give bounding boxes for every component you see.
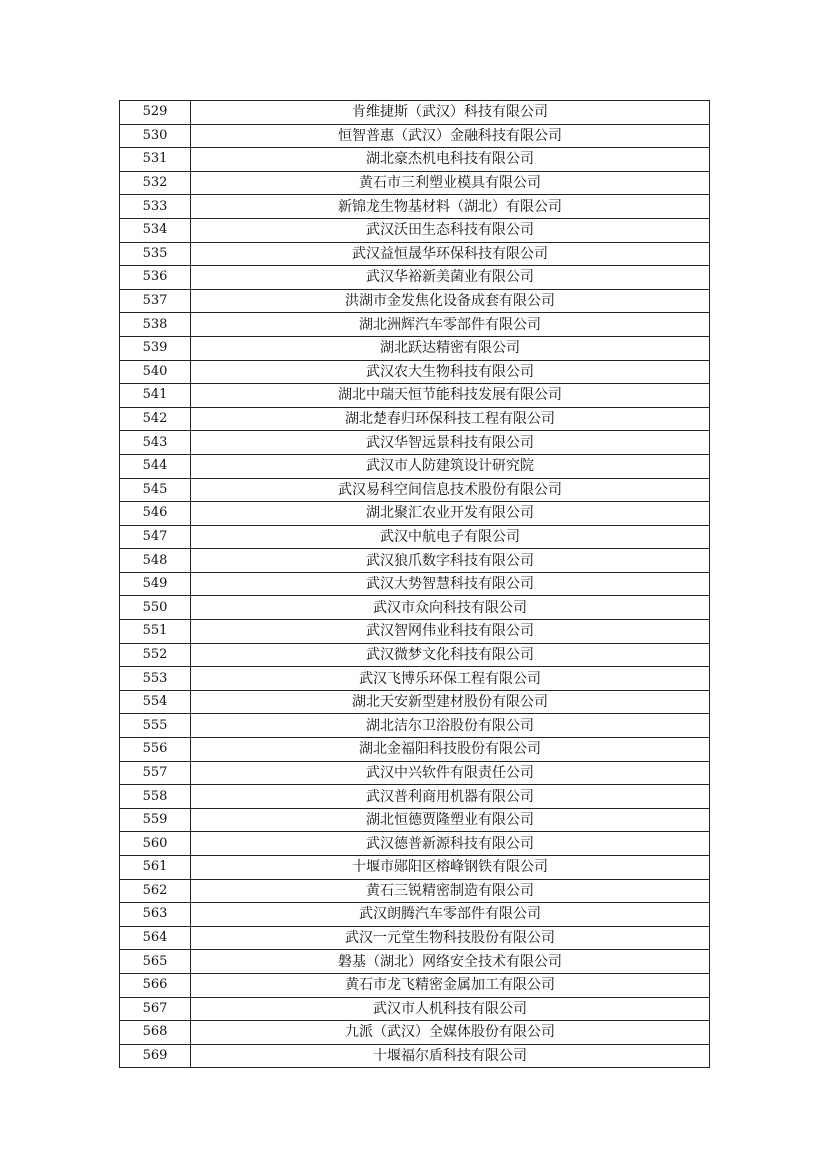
row-number: 536 [120,266,191,290]
row-number: 563 [120,903,191,927]
row-number: 534 [120,218,191,242]
row-number: 556 [120,738,191,762]
company-name: 武汉华裕新美菌业有限公司 [191,266,710,290]
row-number: 530 [120,124,191,148]
company-list-table [119,100,710,1068]
company-name: 武汉飞博乐环保工程有限公司 [191,667,710,691]
table-row [120,549,710,573]
table-row [120,360,710,384]
row-number: 535 [120,242,191,266]
row-number: 540 [120,360,191,384]
company-name: 武汉微梦文化科技有限公司 [191,643,710,667]
table-row [120,478,710,502]
row-number: 546 [120,502,191,526]
table-row [120,1021,710,1045]
row-number: 558 [120,785,191,809]
company-name: 黄石市三利塑业模具有限公司 [191,171,710,195]
table-row [120,289,710,313]
table-row [120,101,710,125]
table-row [120,572,710,596]
company-name: 湖北中瑞天恒节能科技发展有限公司 [191,384,710,408]
company-name: 洪湖市金发焦化设备成套有限公司 [191,289,710,313]
company-name: 武汉智网伟业科技有限公司 [191,620,710,644]
row-number: 551 [120,620,191,644]
company-name: 十堰福尔盾科技有限公司 [191,1044,710,1068]
row-number: 555 [120,714,191,738]
table-row [120,620,710,644]
company-name: 黄石三锐精密制造有限公司 [191,879,710,903]
table-row [120,431,710,455]
company-name: 九派（武汉）全媒体股份有限公司 [191,1021,710,1045]
table-row [120,124,710,148]
company-name: 武汉大势智慧科技有限公司 [191,572,710,596]
row-number: 542 [120,407,191,431]
company-name: 武汉市人防建筑设计研究院 [191,454,710,478]
table-row [120,761,710,785]
table-row [120,950,710,974]
company-name: 武汉沃田生态科技有限公司 [191,218,710,242]
company-name: 湖北跃达精密有限公司 [191,336,710,360]
company-name: 武汉朗腾汽车零部件有限公司 [191,903,710,927]
company-name: 武汉一元堂生物科技股份有限公司 [191,926,710,950]
table-row [120,454,710,478]
table-row [120,667,710,691]
company-name: 武汉农大生物科技有限公司 [191,360,710,384]
table-row [120,596,710,620]
table-body [120,101,710,1068]
row-number: 537 [120,289,191,313]
row-number: 547 [120,525,191,549]
company-name: 武汉中兴软件有限责任公司 [191,761,710,785]
row-number: 552 [120,643,191,667]
company-name: 武汉益恒晟华环保科技有限公司 [191,242,710,266]
company-name: 肯维捷斯（武汉）科技有限公司 [191,101,710,125]
row-number: 550 [120,596,191,620]
table-row [120,218,710,242]
row-number: 545 [120,478,191,502]
row-number: 532 [120,171,191,195]
table-row [120,313,710,337]
company-name: 武汉市众向科技有限公司 [191,596,710,620]
row-number: 557 [120,761,191,785]
table-row [120,690,710,714]
table-row [120,832,710,856]
row-number: 531 [120,148,191,172]
company-name: 武汉中航电子有限公司 [191,525,710,549]
table-row [120,148,710,172]
table-row [120,785,710,809]
company-name: 十堰市郧阳区榕峰钢铁有限公司 [191,856,710,880]
company-name: 武汉市人机科技有限公司 [191,997,710,1021]
table-row [120,171,710,195]
row-number: 560 [120,832,191,856]
company-name: 湖北洁尔卫浴股份有限公司 [191,714,710,738]
company-name: 武汉狼爪数字科技有限公司 [191,549,710,573]
table-row [120,242,710,266]
row-number: 565 [120,950,191,974]
table-row [120,856,710,880]
row-number: 549 [120,572,191,596]
row-number: 569 [120,1044,191,1068]
table-row [120,266,710,290]
table-row [120,384,710,408]
company-name: 恒智普惠（武汉）金融科技有限公司 [191,124,710,148]
table-row [120,808,710,832]
table-row [120,643,710,667]
table-row [120,714,710,738]
row-number: 566 [120,973,191,997]
table-row [120,738,710,762]
company-name: 湖北恒德贾隆塑业有限公司 [191,808,710,832]
company-name: 新锦龙生物基材料（湖北）有限公司 [191,195,710,219]
company-name: 武汉德普新源科技有限公司 [191,832,710,856]
table-row [120,903,710,927]
company-name: 武汉易科空间信息技术股份有限公司 [191,478,710,502]
row-number: 553 [120,667,191,691]
row-number: 559 [120,808,191,832]
row-number: 562 [120,879,191,903]
table-row [120,997,710,1021]
table-row [120,973,710,997]
table-row [120,195,710,219]
row-number: 533 [120,195,191,219]
row-number: 564 [120,926,191,950]
table-row [120,879,710,903]
company-name: 武汉普利商用机器有限公司 [191,785,710,809]
row-number: 554 [120,690,191,714]
company-name: 磐基（湖北）网络安全技术有限公司 [191,950,710,974]
row-number: 539 [120,336,191,360]
row-number: 538 [120,313,191,337]
company-name: 湖北天安新型建材股份有限公司 [191,690,710,714]
table-row [120,502,710,526]
company-name: 湖北金福阳科技股份有限公司 [191,738,710,762]
table-row [120,926,710,950]
company-name: 黄石市龙飞精密金属加工有限公司 [191,973,710,997]
company-name: 湖北楚春归环保科技工程有限公司 [191,407,710,431]
company-name: 武汉华智远景科技有限公司 [191,431,710,455]
row-number: 567 [120,997,191,1021]
table-row [120,525,710,549]
row-number: 529 [120,101,191,125]
row-number: 561 [120,856,191,880]
row-number: 543 [120,431,191,455]
company-name: 湖北豪杰机电科技有限公司 [191,148,710,172]
table-row [120,1044,710,1068]
row-number: 568 [120,1021,191,1045]
table-row [120,336,710,360]
table-row [120,407,710,431]
company-name: 湖北洲辉汽车零部件有限公司 [191,313,710,337]
company-name: 湖北聚汇农业开发有限公司 [191,502,710,526]
row-number: 541 [120,384,191,408]
row-number: 548 [120,549,191,573]
row-number: 544 [120,454,191,478]
